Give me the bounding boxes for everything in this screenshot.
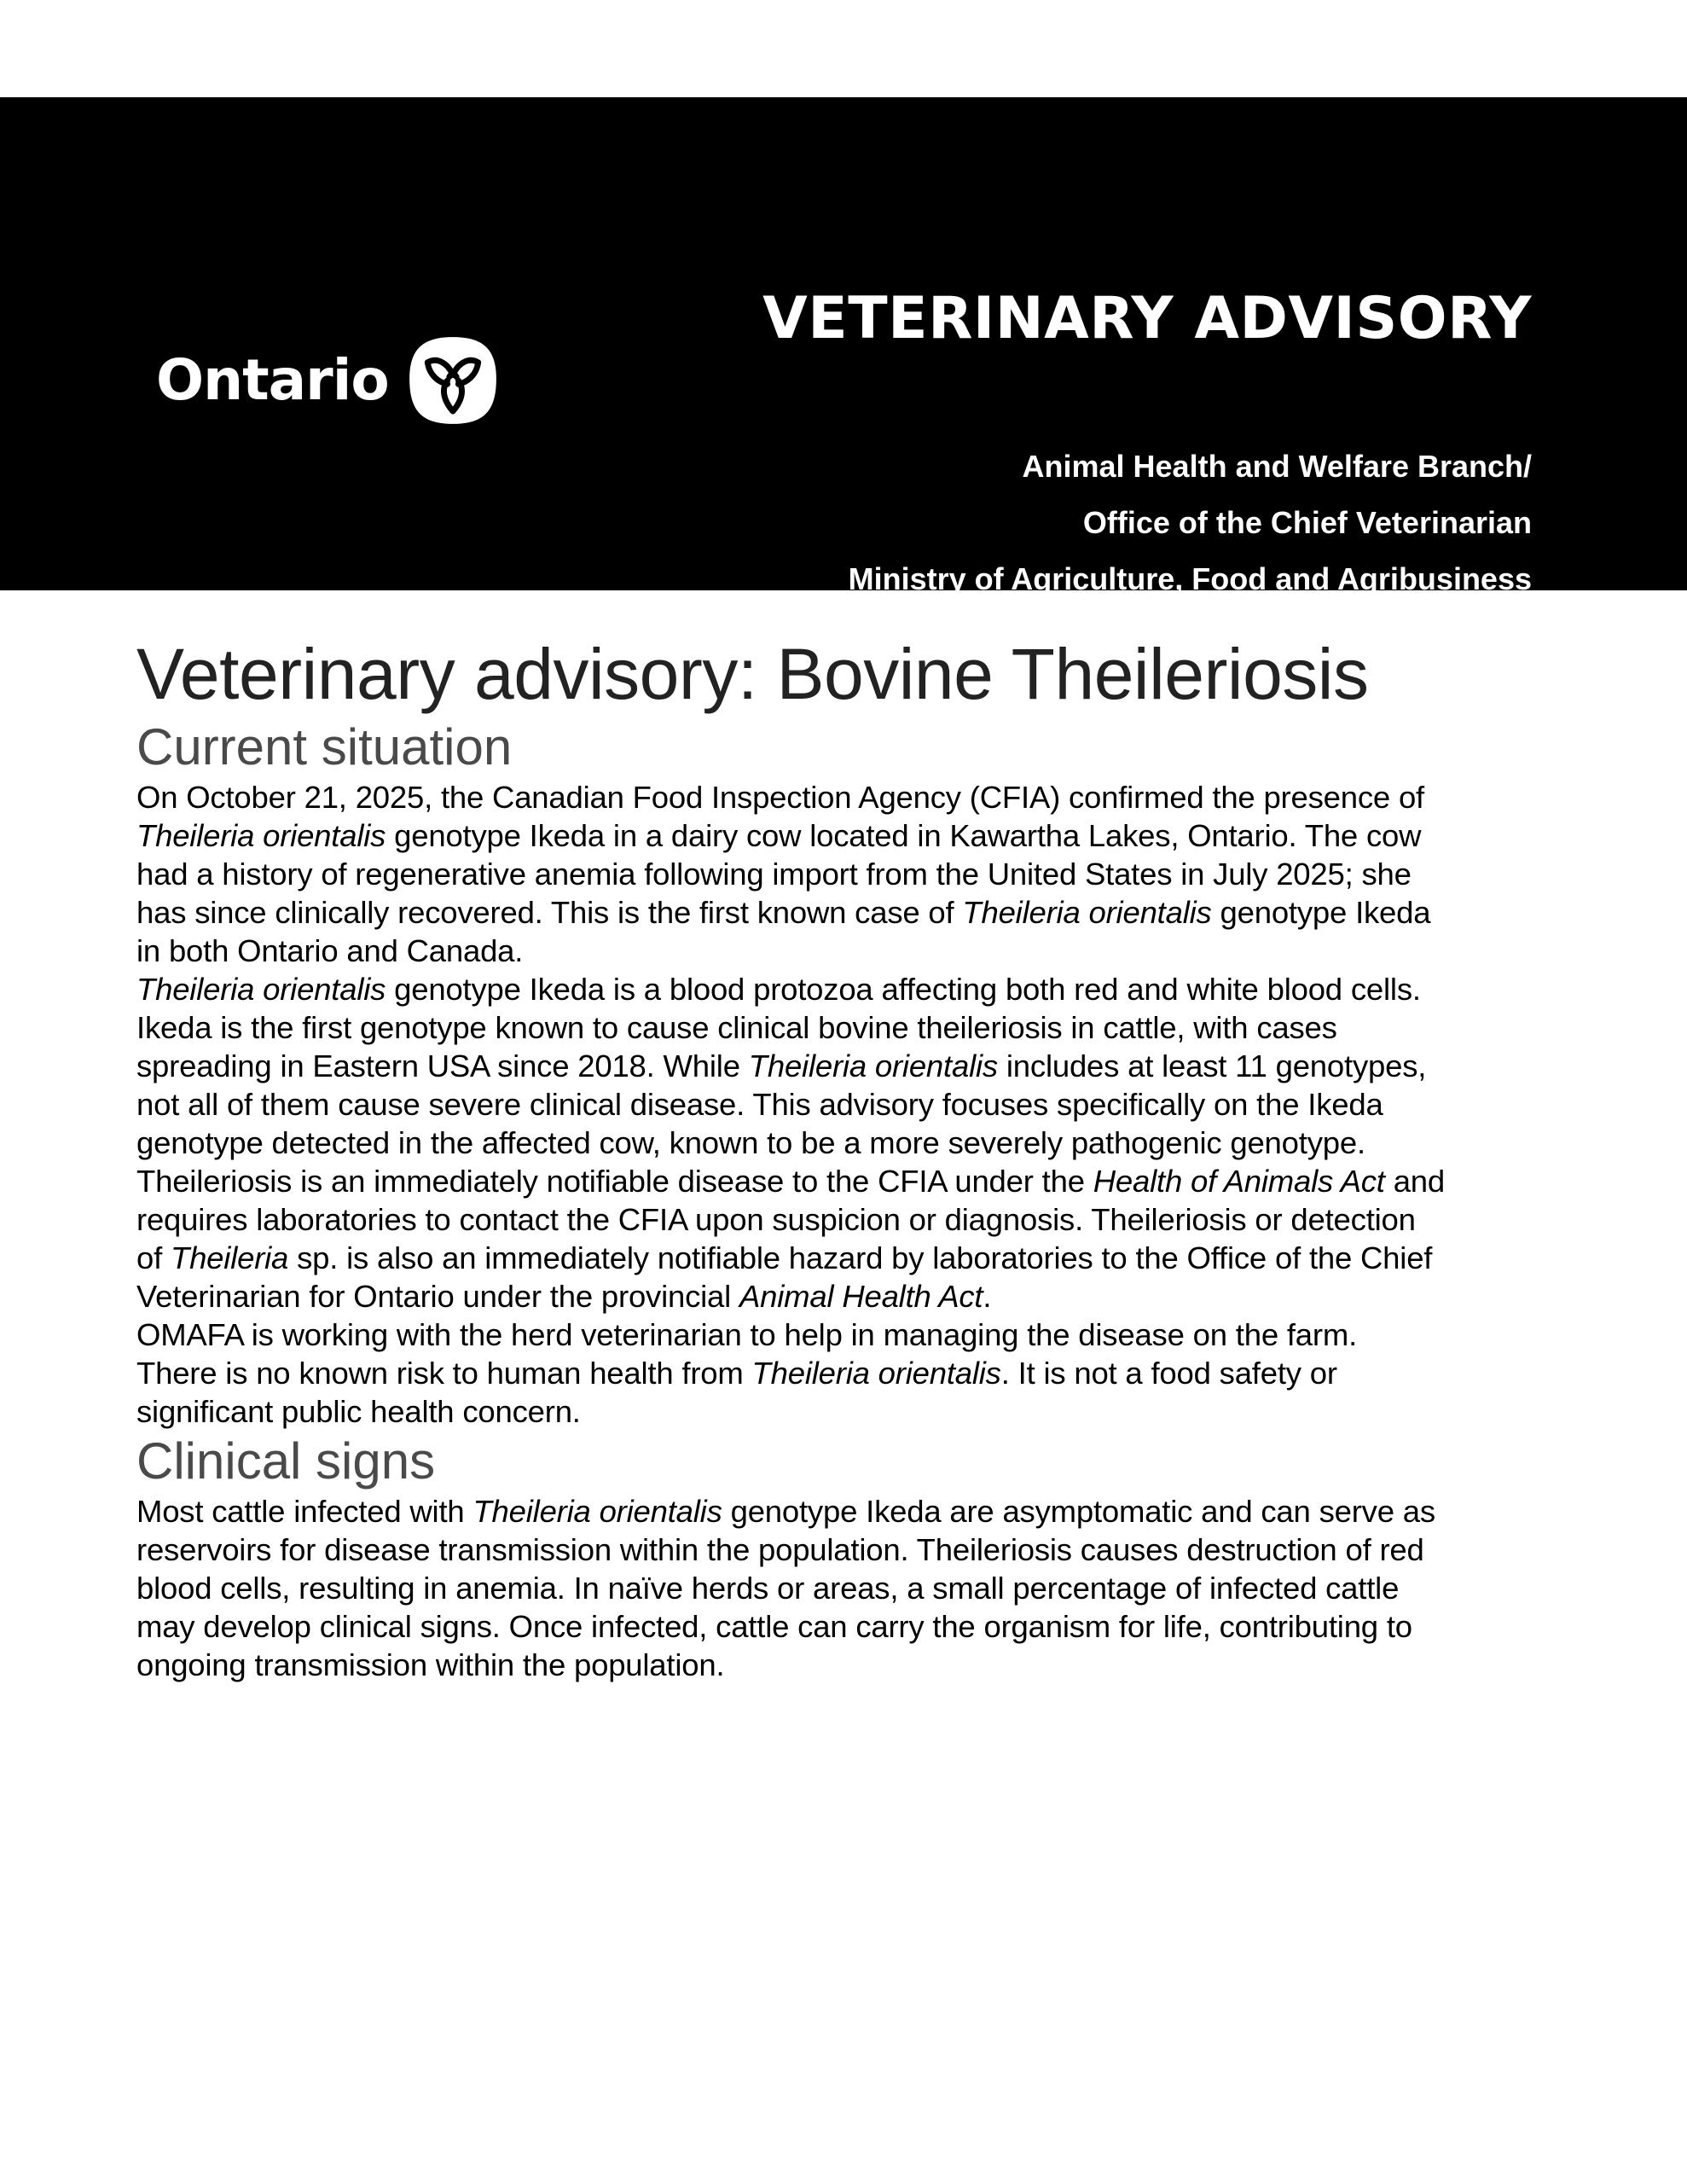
- italic-term: Theileria orientalis: [472, 1494, 722, 1529]
- text-run: . It is not a food safety or: [1000, 1356, 1337, 1391]
- text-run: significant public health concern.: [136, 1394, 581, 1429]
- advisory-header: [0, 97, 1687, 596]
- text-line: [136, 1008, 1552, 1047]
- italic-term: Theileria: [170, 1240, 289, 1275]
- italic-term: Theileria orientalis: [748, 1048, 998, 1083]
- document-body: [136, 631, 1552, 1684]
- text-run: OMAFA is working with the herd veterinarian to help in managing the disease on the farm.: [136, 1317, 1358, 1352]
- trillium-icon: [408, 335, 498, 426]
- text-line: [136, 1162, 1552, 1200]
- italic-term: Health of Animals Act: [1093, 1164, 1385, 1199]
- text-line: [136, 1047, 1552, 1085]
- text-run: had a history of regenerative anemia following import from the United States in July 2025; she: [136, 857, 1412, 892]
- text-run: not all of them cause severe clinical disease. This advisory focuses specifically on the Ikeda: [136, 1087, 1383, 1122]
- text-run: sp. is also an immediately notifiable hazard by laboratories to the Office of the Chief: [288, 1240, 1433, 1275]
- ministry-name: Ministry of Agriculture, Food and Agribusiness: [848, 561, 1532, 596]
- text-run: and: [1384, 1164, 1445, 1199]
- text-run: Theileriosis is an immediately notifiable disease to the CFIA under the: [136, 1164, 1093, 1199]
- text-line: [136, 1239, 1552, 1277]
- text-line: [136, 1646, 1552, 1684]
- text-line: [136, 1124, 1552, 1162]
- italic-term: Theileria orientalis: [136, 818, 386, 853]
- paragraph-pathogen: [136, 970, 1552, 1162]
- italic-term: Theileria orientalis: [136, 972, 386, 1007]
- text-line: [136, 1354, 1552, 1392]
- text-run: Veterinarian for Ontario under the provincial: [136, 1279, 740, 1314]
- ontario-wordmark: Ontario: [156, 347, 389, 413]
- text-run: blood cells, resulting in anemia. In naïve herds or areas, a small percentage of infected cattle: [136, 1571, 1400, 1606]
- text-line: [136, 1531, 1552, 1569]
- paragraph-confirmation: [136, 778, 1552, 970]
- text-run: spreading in Eastern USA since 2018. While: [136, 1048, 749, 1083]
- advisory-label: VETERINARY ADVISORY: [762, 285, 1532, 352]
- text-run: Most cattle infected with: [136, 1494, 473, 1529]
- text-line: [136, 855, 1552, 893]
- text-run: genotype Ikeda: [1211, 895, 1431, 930]
- paragraph-notifiable: [136, 1162, 1552, 1316]
- text-line: [136, 1085, 1552, 1124]
- text-run: ongoing transmission within the population.: [136, 1647, 725, 1682]
- text-run: includes at least 11 genotypes,: [997, 1048, 1427, 1083]
- paragraph-omafa: [136, 1316, 1552, 1354]
- section-heading-current-situation: Current situation: [136, 718, 513, 775]
- paragraph-human-health: [136, 1354, 1552, 1431]
- italic-term: Theileria orientalis: [751, 1356, 1001, 1391]
- text-run: requires laboratories to contact the CFIA upon suspicion or diagnosis. Theileriosis or detection: [136, 1202, 1416, 1237]
- text-run: There is no known risk to human health from: [136, 1356, 752, 1391]
- text-line: [136, 1569, 1552, 1607]
- text-line: [136, 932, 1552, 970]
- text-run: genotype Ikeda is a blood protozoa affecting both red and white blood cells.: [386, 972, 1421, 1007]
- paragraph-clinical-signs: [136, 1492, 1552, 1684]
- text-line: [136, 1392, 1552, 1431]
- italic-term: Animal Health Act: [739, 1279, 983, 1314]
- page-title: Veterinary advisory: Bovine Theileriosis: [136, 634, 1369, 714]
- text-run: of: [136, 1240, 171, 1275]
- text-line: [136, 1316, 1552, 1354]
- text-run: Ikeda is the first genotype known to cause clinical bovine theileriosis in cattle, with cases: [136, 1010, 1337, 1045]
- text-line: [136, 778, 1552, 816]
- text-run: genotype detected in the affected cow, known to be a more severely pathogenic genotype.: [136, 1125, 1365, 1160]
- text-line: [136, 893, 1552, 932]
- text-run: may develop clinical signs. Once infected, cattle can carry the organism for life, contributing to: [136, 1609, 1412, 1644]
- text-run: reservoirs for disease transmission within the population. Theileriosis causes destruction of red: [136, 1532, 1424, 1567]
- office-name: Office of the Chief Veterinarian: [1082, 505, 1532, 540]
- text-run: On October 21, 2025, the Canadian Food Inspection Agency (CFIA) confirmed the presence of: [136, 780, 1424, 815]
- section-heading-clinical-signs: Clinical signs: [136, 1432, 436, 1490]
- text-line: [136, 1277, 1552, 1316]
- ontario-logo: [156, 333, 498, 428]
- italic-term: Theileria orientalis: [962, 895, 1212, 930]
- text-run: genotype Ikeda in a dairy cow located in Kawartha Lakes, Ontario. The cow: [386, 818, 1422, 853]
- text-line: [136, 816, 1552, 855]
- text-run: in both Ontario and Canada.: [136, 933, 524, 968]
- organization-block: [849, 439, 1532, 607]
- text-line: [136, 970, 1552, 1008]
- branch-name: Animal Health and Welfare Branch/: [1022, 449, 1532, 484]
- text-line: [136, 1200, 1552, 1239]
- text-line: [136, 1607, 1552, 1646]
- text-run: has since clinically recovered. This is the first known case of: [136, 895, 963, 930]
- text-run: .: [983, 1279, 992, 1314]
- text-line: [136, 1492, 1552, 1531]
- text-run: genotype Ikeda are asymptomatic and can serve as: [722, 1494, 1435, 1529]
